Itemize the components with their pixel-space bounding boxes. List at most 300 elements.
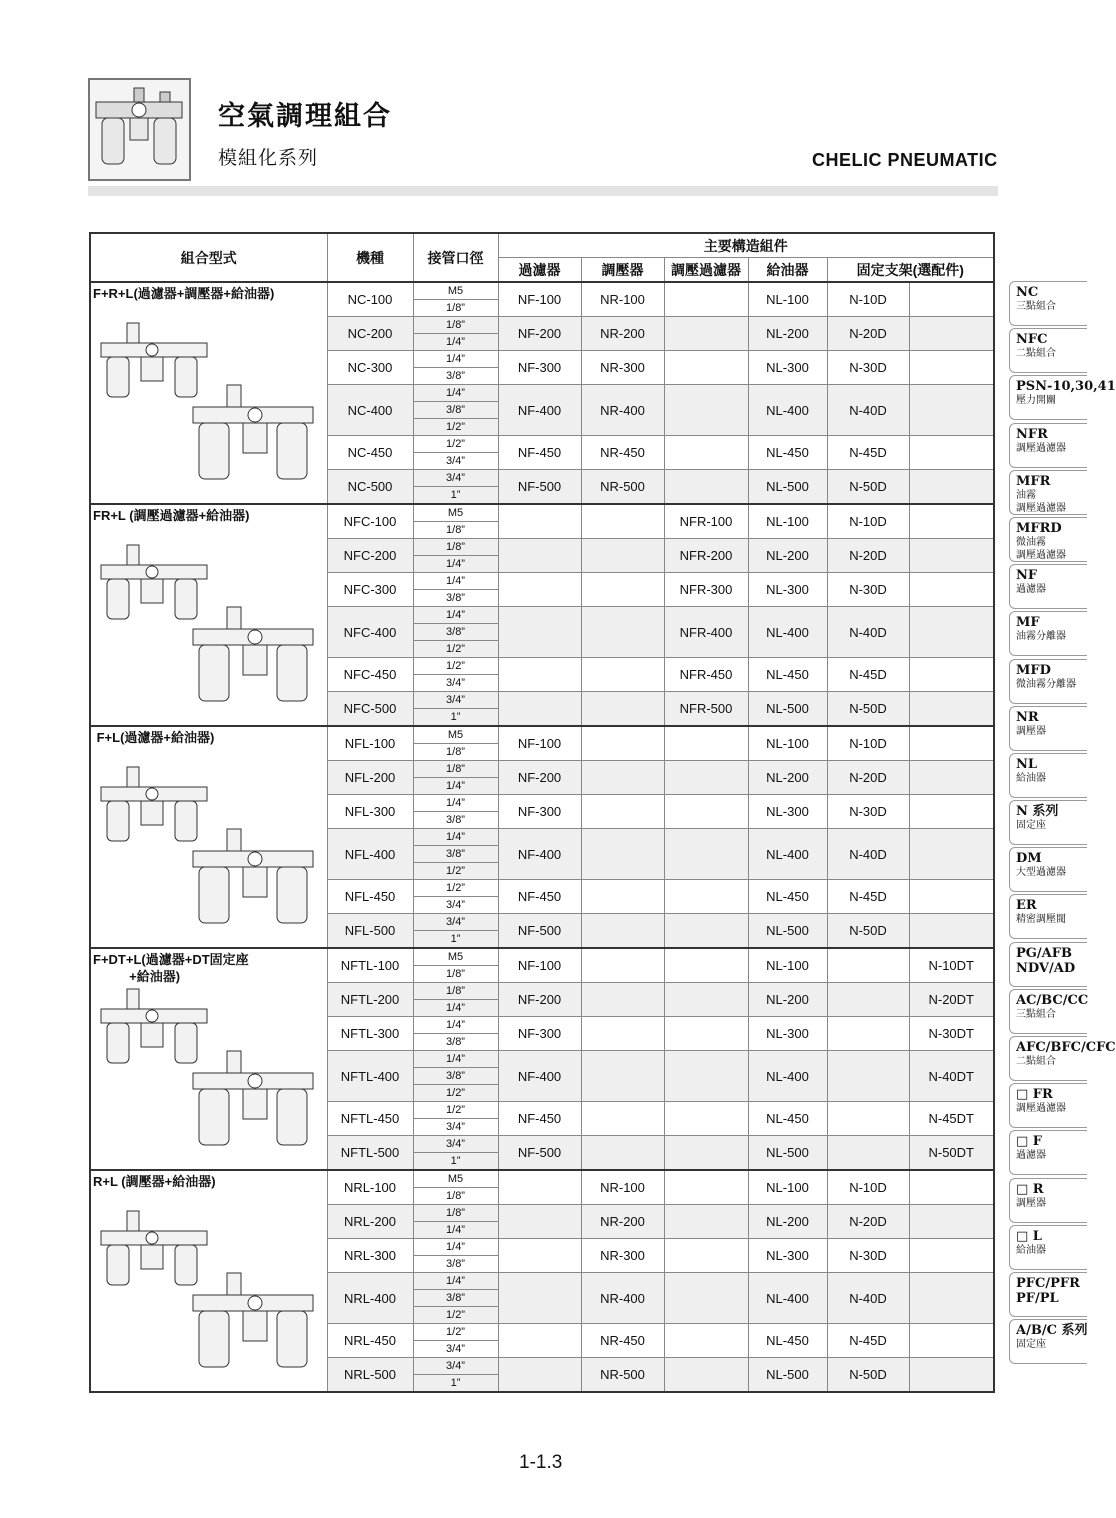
model-cell: NFTL-500 xyxy=(327,1136,413,1171)
side-tab[interactable] xyxy=(1009,1178,1087,1223)
port-size-cell: 1/2” xyxy=(413,863,498,880)
side-tab[interactable] xyxy=(1009,1083,1087,1128)
port-size-cell: 3/4” xyxy=(413,675,498,692)
model-cell: NRL-400 xyxy=(327,1273,413,1324)
combo-group xyxy=(90,282,994,504)
port-size-cell: 1/2” xyxy=(413,658,498,675)
side-tab-desc: 調壓器 xyxy=(1016,725,1046,737)
side-tab[interactable] xyxy=(1009,847,1087,892)
port-size-cell: 1/4” xyxy=(413,573,498,590)
model-cell: NFC-450 xyxy=(327,658,413,692)
model-cell: NFTL-200 xyxy=(327,983,413,1017)
port-size-cell: 3/8” xyxy=(413,402,498,419)
side-tab[interactable] xyxy=(1009,281,1087,326)
side-tab-code: MF xyxy=(1016,615,1040,631)
side-tab-code: NC xyxy=(1016,285,1039,300)
component-cell-fr xyxy=(664,1017,748,1051)
model-cell: NRL-500 xyxy=(327,1358,413,1393)
component-cell-fr xyxy=(664,1102,748,1136)
component-cell-br1 xyxy=(827,1136,909,1171)
side-tab-desc: 過濾器 xyxy=(1016,584,1046,596)
component-cell-br2 xyxy=(909,317,994,351)
component-cell-regulator xyxy=(581,795,664,829)
component-cell-fr: NFR-200 xyxy=(664,539,748,573)
side-tab[interactable] xyxy=(1009,1272,1087,1317)
port-size-cell: 1/4” xyxy=(413,607,498,624)
component-cell-br1: N-20D xyxy=(827,539,909,573)
header-filter-regulator: 調壓過濾器 xyxy=(664,258,748,283)
component-cell-regulator xyxy=(581,1017,664,1051)
component-cell-br1: N-50D xyxy=(827,692,909,727)
side-tab-desc: 微油霧 調壓過濾器 xyxy=(1016,536,1066,561)
side-tab-code: NFR xyxy=(1016,426,1048,442)
side-tab-desc: 調壓過濾器 xyxy=(1016,1103,1066,1115)
component-cell-br2 xyxy=(909,573,994,607)
port-size-cell: 1/2” xyxy=(413,641,498,658)
component-cell-br2: N-30DT xyxy=(909,1017,994,1051)
side-tab-desc: 調壓過濾器 xyxy=(1016,442,1066,454)
component-cell-br2 xyxy=(909,504,994,539)
port-size-cell: 1/4” xyxy=(413,385,498,402)
component-cell-regulator xyxy=(581,983,664,1017)
component-cell-filter xyxy=(498,539,581,573)
component-cell-br1: N-20D xyxy=(827,761,909,795)
header-divider xyxy=(88,186,998,196)
port-size-cell: 3/8” xyxy=(413,590,498,607)
port-size-cell: 3/4” xyxy=(413,897,498,914)
component-cell-filter: NF-400 xyxy=(498,1051,581,1102)
combo-type-cell xyxy=(90,726,327,948)
component-cell-br2: N-40DT xyxy=(909,1051,994,1102)
component-cell-fr xyxy=(664,1205,748,1239)
side-tab-code: □ FR xyxy=(1016,1087,1053,1103)
side-tab-code: MFR xyxy=(1016,473,1051,489)
combo-group xyxy=(90,948,994,1170)
side-tab-code: N 系列 xyxy=(1016,804,1059,820)
port-size-cell: 1” xyxy=(413,487,498,505)
component-cell-br1: N-10D xyxy=(827,1170,909,1205)
side-tab-code: MFD xyxy=(1016,662,1051,678)
component-cell-fr: NFR-400 xyxy=(664,607,748,658)
port-size-cell: 1” xyxy=(413,1375,498,1393)
component-cell-fr xyxy=(664,1170,748,1205)
side-tab[interactable] xyxy=(1009,706,1087,751)
component-cell-fr xyxy=(664,317,748,351)
port-size-cell: 3/4” xyxy=(413,914,498,931)
port-size-cell: 3/4” xyxy=(413,1341,498,1358)
model-cell: NFTL-300 xyxy=(327,1017,413,1051)
side-tab-code: MFRD xyxy=(1016,520,1062,536)
side-tab-code: NFC xyxy=(1016,332,1048,348)
component-cell-fr xyxy=(664,795,748,829)
combo-type-cell xyxy=(90,948,327,1170)
component-cell-fr: NFR-500 xyxy=(664,692,748,727)
side-tab[interactable] xyxy=(1009,1130,1087,1175)
component-cell-lub: NL-200 xyxy=(748,1205,827,1239)
component-cell-br1: N-10D xyxy=(827,726,909,761)
component-cell-filter: NF-300 xyxy=(498,795,581,829)
port-size-cell: 1/4” xyxy=(413,556,498,573)
component-cell-filter: NF-100 xyxy=(498,282,581,317)
port-size-cell: 1/4” xyxy=(413,829,498,846)
component-cell-filter: NF-100 xyxy=(498,726,581,761)
component-cell-fr xyxy=(664,983,748,1017)
port-size-cell: 1” xyxy=(413,931,498,949)
table-row xyxy=(90,1170,994,1188)
model-cell: NFC-500 xyxy=(327,692,413,727)
component-cell-fr xyxy=(664,1358,748,1393)
component-cell-filter: NF-450 xyxy=(498,880,581,914)
component-cell-lub: NL-300 xyxy=(748,351,827,385)
combo-product-icon xyxy=(97,1203,319,1373)
table-row xyxy=(90,726,994,744)
component-cell-lub: NL-100 xyxy=(748,1170,827,1205)
model-cell: NFC-400 xyxy=(327,607,413,658)
combo-type-label: FR+L (調壓過濾器+給油器) xyxy=(93,508,250,523)
component-cell-lub: NL-200 xyxy=(748,761,827,795)
component-cell-filter xyxy=(498,607,581,658)
side-tab-code: PSN-10,30,41 xyxy=(1016,379,1116,395)
port-size-cell: 1/8” xyxy=(413,744,498,761)
component-cell-regulator: NR-450 xyxy=(581,1324,664,1358)
component-cell-lub: NL-450 xyxy=(748,1324,827,1358)
component-cell-regulator xyxy=(581,1136,664,1171)
component-cell-br2 xyxy=(909,1324,994,1358)
component-cell-lub: NL-400 xyxy=(748,385,827,436)
component-cell-regulator: NR-100 xyxy=(581,282,664,317)
model-cell: NFC-200 xyxy=(327,539,413,573)
component-cell-fr xyxy=(664,1136,748,1171)
port-size-cell: 1/4” xyxy=(413,1000,498,1017)
component-cell-br2 xyxy=(909,1170,994,1205)
combo-product-icon xyxy=(97,537,319,707)
port-size-cell: 1/2” xyxy=(413,1102,498,1119)
component-cell-filter xyxy=(498,1324,581,1358)
side-tab[interactable] xyxy=(1009,894,1087,939)
port-size-cell: 1/2” xyxy=(413,436,498,453)
combo-type-label: F+DT+L(過濾器+DT固定座 +給油器) xyxy=(93,952,249,984)
component-cell-lub: NL-300 xyxy=(748,795,827,829)
component-cell-br1: N-50D xyxy=(827,470,909,505)
combo-product-icon xyxy=(97,759,319,929)
side-tab-code: □ L xyxy=(1016,1228,1042,1244)
component-cell-filter: NF-300 xyxy=(498,351,581,385)
component-cell-filter xyxy=(498,1239,581,1273)
component-cell-br1: N-40D xyxy=(827,607,909,658)
model-cell: NC-300 xyxy=(327,351,413,385)
side-tab-desc: 二點組合 xyxy=(1016,1056,1056,1067)
port-size-cell: 1/4” xyxy=(413,1017,498,1034)
port-size-cell: 3/8” xyxy=(413,1034,498,1051)
frl-unit-icon xyxy=(90,80,189,179)
component-cell-lub: NL-400 xyxy=(748,1273,827,1324)
component-cell-br1: N-30D xyxy=(827,1239,909,1273)
model-cell: NFTL-100 xyxy=(327,948,413,983)
component-cell-br2 xyxy=(909,761,994,795)
port-size-cell: 1/2” xyxy=(413,1324,498,1341)
component-cell-filter: NF-400 xyxy=(498,385,581,436)
model-cell: NC-100 xyxy=(327,282,413,317)
component-cell-filter xyxy=(498,692,581,727)
component-cell-lub: NL-300 xyxy=(748,573,827,607)
component-cell-lub: NL-400 xyxy=(748,1051,827,1102)
table-row xyxy=(90,948,994,966)
component-cell-lub: NL-500 xyxy=(748,1358,827,1393)
port-size-cell: 1/2” xyxy=(413,880,498,897)
combo-type-cell xyxy=(90,1170,327,1392)
side-tab-desc: 油霧分離器 xyxy=(1016,631,1066,643)
side-tab[interactable] xyxy=(1009,989,1087,1034)
side-tab[interactable] xyxy=(1009,564,1087,609)
component-cell-br1: N-20D xyxy=(827,1205,909,1239)
port-size-cell: 1/8” xyxy=(413,966,498,983)
component-cell-br2 xyxy=(909,385,994,436)
component-cell-filter xyxy=(498,1273,581,1324)
side-tab-desc: 過濾器 xyxy=(1016,1150,1046,1162)
component-cell-fr xyxy=(664,385,748,436)
component-cell-lub: NL-100 xyxy=(748,726,827,761)
component-cell-filter: NF-500 xyxy=(498,1136,581,1171)
model-cell: NFL-450 xyxy=(327,880,413,914)
port-size-cell: M5 xyxy=(413,726,498,744)
side-tab-code: □ F xyxy=(1016,1134,1043,1150)
component-cell-br2 xyxy=(909,1239,994,1273)
port-size-cell: 1/4” xyxy=(413,351,498,368)
component-cell-regulator xyxy=(581,948,664,983)
combo-product-icon xyxy=(97,981,319,1151)
component-cell-br1: N-45D xyxy=(827,436,909,470)
combo-type-label: R+L (調壓器+給油器) xyxy=(93,1174,216,1189)
component-cell-filter: NF-500 xyxy=(498,914,581,949)
component-cell-filter: NF-200 xyxy=(498,317,581,351)
side-tab-code: □ R xyxy=(1016,1181,1044,1197)
component-cell-fr xyxy=(664,948,748,983)
combo-group xyxy=(90,504,994,726)
combo-type-cell xyxy=(90,282,327,504)
side-tab[interactable] xyxy=(1009,375,1116,420)
component-cell-regulator xyxy=(581,692,664,727)
component-cell-filter: NF-200 xyxy=(498,761,581,795)
port-size-cell: 3/8” xyxy=(413,1068,498,1085)
model-cell: NRL-300 xyxy=(327,1239,413,1273)
component-cell-br2 xyxy=(909,351,994,385)
component-cell-br1: N-20D xyxy=(827,317,909,351)
component-cell-fr xyxy=(664,1273,748,1324)
component-cell-br1: N-50D xyxy=(827,1358,909,1393)
component-cell-filter xyxy=(498,658,581,692)
component-cell-regulator xyxy=(581,539,664,573)
component-cell-regulator xyxy=(581,914,664,949)
component-cell-br2 xyxy=(909,1273,994,1324)
header-regulator: 調壓器 xyxy=(581,258,664,283)
header-port: 接管口徑 xyxy=(413,233,498,282)
component-cell-fr xyxy=(664,726,748,761)
component-cell-lub: NL-500 xyxy=(748,470,827,505)
side-tab[interactable] xyxy=(1009,470,1087,515)
component-cell-br2: N-20DT xyxy=(909,983,994,1017)
model-cell: NFC-100 xyxy=(327,504,413,539)
component-cell-regulator xyxy=(581,880,664,914)
side-tab-desc: 三點組合 xyxy=(1016,1008,1056,1020)
side-tab[interactable] xyxy=(1009,659,1087,704)
header-lubricator: 給油器 xyxy=(748,258,827,283)
component-cell-br2: N-45DT xyxy=(909,1102,994,1136)
port-size-cell: 1/4” xyxy=(413,1051,498,1068)
component-cell-br2 xyxy=(909,726,994,761)
header-combo: 組合型式 xyxy=(90,233,327,282)
component-cell-br1: N-45D xyxy=(827,1324,909,1358)
component-cell-filter xyxy=(498,504,581,539)
model-cell: NC-200 xyxy=(327,317,413,351)
component-cell-fr xyxy=(664,761,748,795)
header-filter: 過濾器 xyxy=(498,258,581,283)
component-cell-lub: NL-200 xyxy=(748,983,827,1017)
component-cell-br1 xyxy=(827,1102,909,1136)
side-tab-desc: 微油霧分離器 xyxy=(1016,678,1076,690)
component-cell-br2: N-10DT xyxy=(909,948,994,983)
component-cell-filter: NF-500 xyxy=(498,470,581,505)
side-tab-code: PFC/PFR PF/PL xyxy=(1016,1275,1080,1306)
port-size-cell: 1/8” xyxy=(413,1188,498,1205)
component-cell-fr xyxy=(664,436,748,470)
component-cell-regulator: NR-300 xyxy=(581,351,664,385)
port-size-cell: M5 xyxy=(413,948,498,966)
side-tab-code: NF xyxy=(1016,568,1038,584)
port-size-cell: 1/8” xyxy=(413,539,498,556)
model-cell: NRL-100 xyxy=(327,1170,413,1205)
component-cell-regulator xyxy=(581,1051,664,1102)
component-cell-br1 xyxy=(827,1051,909,1102)
side-tab[interactable] xyxy=(1009,942,1087,987)
model-cell: NRL-450 xyxy=(327,1324,413,1358)
component-cell-filter: NF-300 xyxy=(498,1017,581,1051)
component-cell-br2 xyxy=(909,1358,994,1393)
component-cell-br1: N-30D xyxy=(827,795,909,829)
side-tab[interactable] xyxy=(1009,753,1087,798)
port-size-cell: 1” xyxy=(413,1153,498,1171)
component-cell-lub: NL-300 xyxy=(748,1017,827,1051)
port-size-cell: 1/4” xyxy=(413,778,498,795)
component-cell-fr xyxy=(664,1051,748,1102)
side-tab[interactable] xyxy=(1009,1319,1087,1364)
model-cell: NC-500 xyxy=(327,470,413,505)
model-cell: NFL-400 xyxy=(327,829,413,880)
component-cell-lub: NL-500 xyxy=(748,914,827,949)
model-cell: NC-400 xyxy=(327,385,413,436)
component-cell-regulator: NR-300 xyxy=(581,1239,664,1273)
component-cell-br1 xyxy=(827,983,909,1017)
combo-type-label: F+L(過濾器+給油器) xyxy=(93,730,215,745)
side-tab[interactable] xyxy=(1009,611,1087,656)
header-bracket: 固定支架(選配件) xyxy=(827,258,994,283)
component-cell-regulator xyxy=(581,726,664,761)
component-cell-lub: NL-450 xyxy=(748,436,827,470)
component-cell-fr xyxy=(664,351,748,385)
port-size-cell: 3/8” xyxy=(413,812,498,829)
component-cell-br1: N-30D xyxy=(827,573,909,607)
model-cell: NFL-100 xyxy=(327,726,413,761)
product-thumbnail xyxy=(88,78,191,181)
side-tab[interactable] xyxy=(1009,1225,1087,1270)
component-cell-br2 xyxy=(909,692,994,727)
side-tab-code: NL xyxy=(1016,756,1038,772)
side-tab-desc: 固定座 xyxy=(1016,1339,1046,1351)
side-tab[interactable] xyxy=(1009,800,1087,845)
component-cell-lub: NL-450 xyxy=(748,1102,827,1136)
component-cell-regulator: NR-450 xyxy=(581,436,664,470)
port-size-cell: 3/8” xyxy=(413,1256,498,1273)
component-cell-br2 xyxy=(909,539,994,573)
model-cell: NFTL-400 xyxy=(327,1051,413,1102)
component-cell-lub: NL-400 xyxy=(748,607,827,658)
component-cell-br1 xyxy=(827,948,909,983)
component-cell-regulator: NR-200 xyxy=(581,317,664,351)
component-cell-br2 xyxy=(909,880,994,914)
model-cell: NFC-300 xyxy=(327,573,413,607)
component-cell-lub: NL-100 xyxy=(748,282,827,317)
port-size-cell: M5 xyxy=(413,282,498,300)
component-cell-lub: NL-450 xyxy=(748,658,827,692)
model-cell: NFL-500 xyxy=(327,914,413,949)
side-tab-desc: 油霧 調壓過濾器 xyxy=(1016,489,1066,514)
combo-group xyxy=(90,1170,994,1392)
component-cell-lub: NL-400 xyxy=(748,829,827,880)
component-cell-lub: NL-100 xyxy=(748,504,827,539)
component-cell-br1: N-45D xyxy=(827,880,909,914)
component-cell-regulator xyxy=(581,504,664,539)
component-cell-br2 xyxy=(909,282,994,317)
component-cell-lub: NL-200 xyxy=(748,317,827,351)
page-title: 空氣調理組合 xyxy=(218,101,392,131)
component-cell-filter: NF-400 xyxy=(498,829,581,880)
spec-table xyxy=(89,232,995,1393)
side-tab-code: AFC/BFC/CFC xyxy=(1016,1040,1116,1055)
component-cell-fr xyxy=(664,1324,748,1358)
page-number: 1-1.3 xyxy=(519,1452,563,1473)
side-tab[interactable] xyxy=(1009,1036,1116,1081)
component-cell-br2 xyxy=(909,795,994,829)
component-cell-fr: NFR-450 xyxy=(664,658,748,692)
port-size-cell: M5 xyxy=(413,1170,498,1188)
component-cell-lub: NL-500 xyxy=(748,692,827,727)
side-tab-code: DM xyxy=(1016,851,1042,867)
component-cell-br1: N-40D xyxy=(827,385,909,436)
side-tab-code: AC/BC/CC xyxy=(1016,992,1089,1008)
component-cell-br2 xyxy=(909,436,994,470)
component-cell-br1 xyxy=(827,1017,909,1051)
component-cell-fr: NFR-100 xyxy=(664,504,748,539)
component-cell-regulator: NR-400 xyxy=(581,1273,664,1324)
side-tab[interactable] xyxy=(1009,328,1087,373)
model-cell: NC-450 xyxy=(327,436,413,470)
brand-name: CHELIC PNEUMATIC xyxy=(812,150,998,170)
component-cell-filter xyxy=(498,1205,581,1239)
side-tab[interactable] xyxy=(1009,517,1087,562)
port-size-cell: 3/8” xyxy=(413,1290,498,1307)
component-cell-filter: NF-200 xyxy=(498,983,581,1017)
component-cell-br1: N-50D xyxy=(827,914,909,949)
component-cell-regulator: NR-200 xyxy=(581,1205,664,1239)
component-cell-br1: N-10D xyxy=(827,282,909,317)
header-main-components: 主要構造組件 xyxy=(498,233,994,258)
port-size-cell: 1/2” xyxy=(413,419,498,436)
side-tab[interactable] xyxy=(1009,423,1087,468)
port-size-cell: 1/8” xyxy=(413,300,498,317)
side-tab-desc: 精密調壓閥 xyxy=(1016,914,1066,926)
model-cell: NFL-300 xyxy=(327,795,413,829)
component-cell-br2 xyxy=(909,1205,994,1239)
port-size-cell: 1/8” xyxy=(413,317,498,334)
